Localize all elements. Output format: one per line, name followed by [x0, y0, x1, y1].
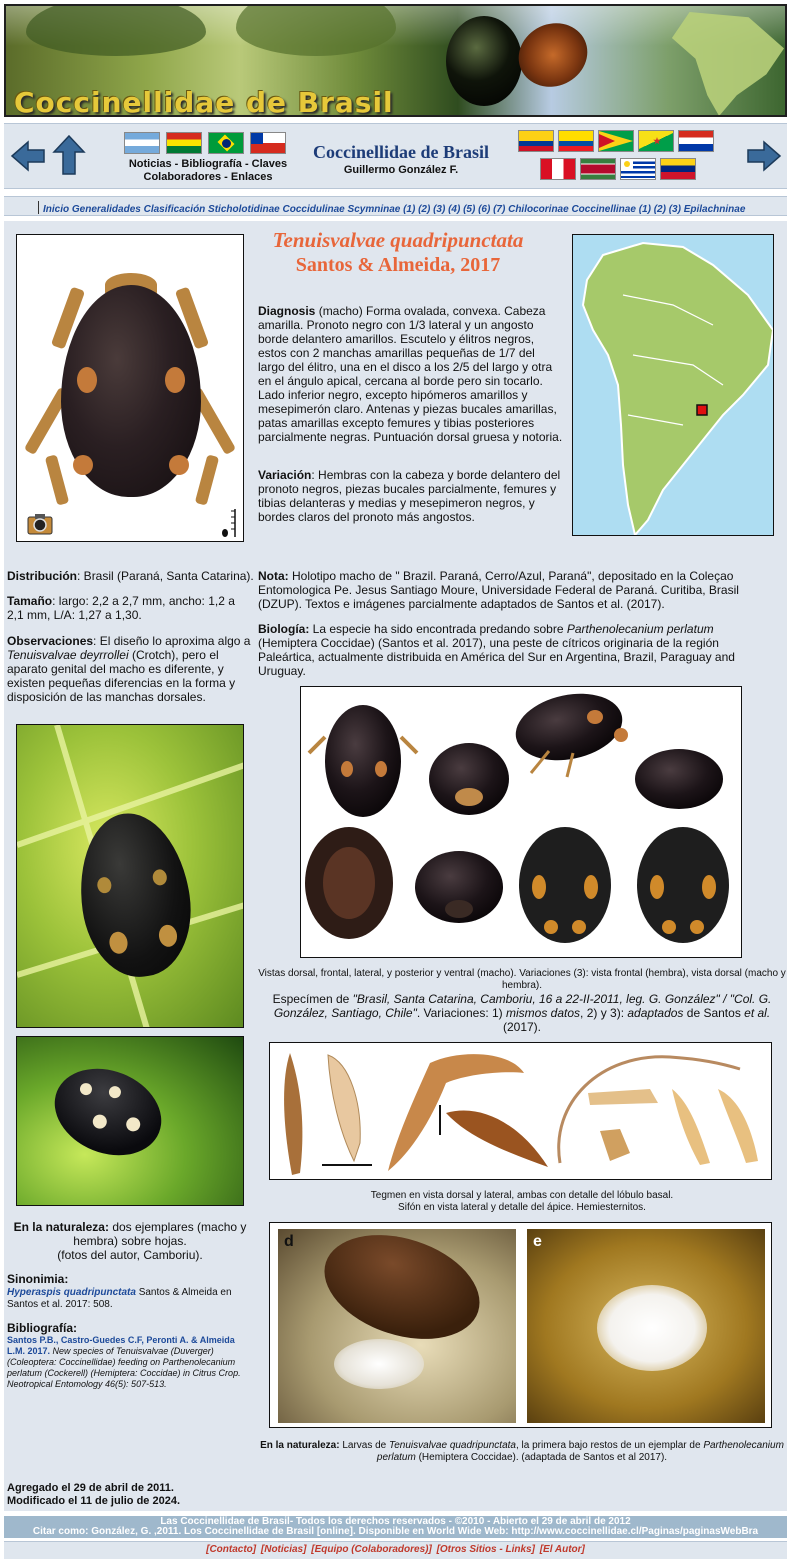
- size-paragraph: [7, 594, 245, 622]
- elytral-spot: [73, 455, 93, 475]
- specimen-views-plate: [301, 687, 743, 959]
- distribution-map: [572, 234, 774, 536]
- banner-beetle-photo: [446, 16, 522, 106]
- larva-photo-d: [278, 1229, 516, 1423]
- elytral-spot: [91, 1113, 109, 1131]
- biology-text: La especie ha sido encontrada predando sobre: [309, 622, 567, 636]
- bibliography-entry: [7, 1335, 247, 1390]
- species-name: Tenuisvalvae quadripunctata: [272, 228, 524, 252]
- observations-paragraph: [7, 634, 251, 704]
- biology-paragraph: [258, 622, 750, 678]
- footer-link-other-sites[interactable]: [Otros Sitios - Links]: [436, 1544, 535, 1555]
- larvae-caption-label: En la naturaleza:: [260, 1440, 340, 1451]
- larvae-caption-prey: Parthenolecanium perlatum: [376, 1440, 784, 1463]
- nature-caption-text: dos ejemplares (macho y hembra) sobre hojas.: [73, 1220, 247, 1248]
- nature-caption-credit: (fotos del autor, Camboriu).: [57, 1248, 203, 1262]
- views-caption-line1: Vistas dorsal, frontal, lateral, y posterior y ventral (macho). Variaciones (3): vista frontal (hembra), vista dorsal (macho y hembra).: [258, 968, 786, 991]
- views-caption-text: de Santos: [683, 1006, 745, 1020]
- footer-copyright: [4, 1516, 787, 1538]
- flag-suriname-icon[interactable]: [580, 158, 616, 180]
- species-author: Santos & Almeida, 2017: [295, 254, 501, 276]
- date-added: Agregado el 29 de abril de 2011.: [7, 1482, 174, 1494]
- elytral-spot: [169, 455, 189, 475]
- flag-venezuela-icon[interactable]: [660, 158, 696, 180]
- flag-paraguay-icon[interactable]: [678, 130, 714, 152]
- footer-line1: Las Coccinellidae de Brasil- Todos los derechos reservados - ©2010 - Abierto el 29 de abril de 2012: [160, 1516, 631, 1527]
- larvae-caption-text: , la primera bajo restos de un ejemplar de: [515, 1440, 704, 1451]
- nature-caption-label: En la naturaleza:: [13, 1220, 109, 1234]
- back-arrow-icon[interactable]: [10, 138, 46, 174]
- up-arrow-icon[interactable]: [52, 134, 86, 176]
- observations-label: Observaciones: [7, 634, 94, 648]
- larvae-caption: [258, 1440, 786, 1464]
- views-caption-text: Especímen de: [272, 992, 353, 1006]
- specimen-views-photo: [300, 686, 742, 958]
- elytral-spot: [77, 367, 97, 393]
- bibliography-authors[interactable]: Santos P.B., Castro-Guedes C.F, Peronti A. & Almeida L.M. 2017.: [7, 1335, 235, 1356]
- biology-text-end: (Hemiptera Coccidae) (Santos et al. 2017), una peste de cítricos originaria de la región Paleártica, actualmente distribuida en América del Sur en Argentina, Brazil, Paraguay and Uruguay.: [258, 636, 735, 678]
- south-america-map-icon: [573, 235, 774, 536]
- species-heading: [258, 228, 538, 277]
- bibliography-block: [7, 1321, 251, 1335]
- beetle-on-leaf: [42, 1053, 175, 1170]
- variation-paragraph: [258, 468, 564, 524]
- synonymy-block: [7, 1272, 251, 1286]
- genitalia-caption-line1: Tegmen en vista dorsal y lateral, ambas con detalle del lóbulo basal.: [370, 1190, 674, 1201]
- footer-link-news[interactable]: [Noticias]: [260, 1544, 307, 1555]
- site-banner[interactable]: [4, 4, 787, 117]
- beetle-leg: [195, 454, 220, 505]
- note-label: Nota:: [258, 569, 289, 583]
- site-author: Guillermo González F.: [343, 164, 459, 176]
- synonymy-label: Sinonimia:: [7, 1272, 69, 1286]
- menu-separator: [38, 201, 39, 214]
- nav-links[interactable]: [118, 158, 298, 184]
- views-caption-adapted: adaptados: [627, 1006, 684, 1020]
- biology-label: Biología:: [258, 622, 310, 636]
- section-menu[interactable]: [4, 196, 787, 216]
- flag-guyana-icon[interactable]: [598, 130, 634, 152]
- nature-photo-2: [16, 1036, 244, 1206]
- footer-link-author[interactable]: [El Autor]: [539, 1544, 585, 1555]
- views-caption-text: , 2) y 3):: [580, 1006, 628, 1020]
- larva-photo-e: [527, 1229, 765, 1423]
- panel-label-d: d: [284, 1233, 294, 1250]
- dates-block: [7, 1482, 251, 1508]
- flag-uruguay-icon[interactable]: [620, 158, 656, 180]
- genitalia-caption: [272, 1190, 772, 1214]
- flag-colombia-icon[interactable]: [518, 130, 554, 152]
- views-caption-locality: "Brasil, Santa Catarina, Camboriu, 16 a 22-II-2011, leg. G. González" / "Col. G. González, Santiago, Chile": [273, 992, 772, 1020]
- footer-link-team[interactable]: [Equipo (Colaboradores)]: [311, 1544, 432, 1555]
- scale-insect-remains: [311, 1229, 493, 1357]
- genitalia-plate: [270, 1043, 773, 1181]
- flag-brazil-icon[interactable]: [208, 132, 244, 154]
- diagnosis-text: (macho) Forma ovalada, convexa. Cabeza amarilla. Pronoto negro con 1/3 lateral y un angosto borde delantero amarillos. Escutelo y élitros negros, estos con 2 manchas amarillas pequeñas de 1/7 del largo del élitro, una en el disco a los 2/5 del largo y otra en el ángulo apical, cercana al borde pero sin tocarlo. Lado inferior negro, excepto hipómeros amarillos y mesepimerón claro. Antenas y piezas bucales amarillas, patas amarillas excepto femures y tibias posteriores parcialmente negras. Puntuación dorsal gruesa y notoria.: [258, 304, 563, 444]
- larva-wax: [334, 1339, 424, 1389]
- footer-line2: Citar como: González, G. ,2011. Los Coccinellidae de Brasil [online]. Disponible en World Wide Web: http://www.coccinellidae.cl/Paginas/paginasWebBra: [32, 1526, 759, 1537]
- biology-prey: Parthenolecanium perlatum: [566, 622, 714, 636]
- elytral-spot: [108, 931, 129, 955]
- elytral-spot: [96, 876, 112, 894]
- nav-links-line2[interactable]: Colaboradores - Enlaces: [143, 171, 273, 183]
- larvae-caption-text: (Hemiptera Coccidae). (adaptada de Santos et al 2017).: [415, 1452, 668, 1463]
- distribution-label: Distribución: [7, 569, 78, 583]
- variation-label: Variación: [258, 468, 312, 482]
- larvae-caption-species: Tenuisvalvae quadripunctata: [389, 1440, 516, 1451]
- synonymy-text: Santos & Almeida en Santos et al. 2017: 508.: [7, 1287, 232, 1310]
- distribution-paragraph: [7, 569, 257, 583]
- footer-links: [4, 1541, 787, 1559]
- banner-foliage: [236, 4, 396, 56]
- beetle-body: [61, 285, 201, 497]
- flag-chile-icon[interactable]: [250, 132, 286, 154]
- bibliography-text: New species of Tenuisvalvae (Duverger) (Coleoptera: Coccinellidae) feeding on Parthenolecanium perlatum (Cockerell) (Hemiptera: Coccidae) in Citrus Crop. Neotropical Entomology 46(5): 507-513.: [7, 1346, 241, 1389]
- synonymy-species[interactable]: Hyperaspis quadripunctata: [7, 1287, 136, 1298]
- camera-icon[interactable]: [27, 513, 53, 535]
- nature-caption: [8, 1220, 252, 1262]
- nav-links-line1[interactable]: Noticias - Bibliografía - Claves: [128, 158, 288, 170]
- larva-wax: [597, 1285, 707, 1371]
- flag-french-guiana-icon[interactable]: [638, 130, 674, 152]
- flag-ecuador-icon[interactable]: [558, 130, 594, 152]
- forward-arrow-icon[interactable]: [746, 138, 782, 174]
- flag-argentina-icon[interactable]: [124, 132, 160, 154]
- menu-links[interactable]: Inicio Generalidades Clasificación Sticholotidinae Coccidulinae Scymninae (1) (2) (3) (4) (5) (6) (7) Chilocorinae Coccinellinae (1) (2) (3) Epilachninae: [43, 204, 746, 215]
- scale-bar-icon: [219, 507, 239, 539]
- beetle-leg: [45, 454, 70, 505]
- elytral-spot: [165, 367, 185, 393]
- note-text: Holotipo macho de " Brazil. Paraná, Cerro/Azul, Paraná", depositado en la Coleçao Entomologica Pe. Jesus Santiago Moure, Universidade Federal de Paraná. Curitiba, Brasil (DZUP). Textos e imágenes parcialmente adaptados de Santos et al. (2017).: [258, 569, 739, 611]
- main-specimen-photo: [16, 234, 244, 542]
- genitalia-caption-line2: Sifón en vista lateral y detalle del ápice. Hemiesternitos.: [398, 1202, 646, 1213]
- views-caption-etal: et al.: [744, 1006, 771, 1020]
- diagnosis-paragraph: [258, 304, 564, 444]
- synonymy-entry: [7, 1287, 247, 1311]
- views-caption-same: mismos datos: [506, 1006, 581, 1020]
- bibliography-label: Bibliografía:: [7, 1321, 78, 1335]
- flag-bolivia-icon[interactable]: [166, 132, 202, 154]
- footer-link-contact[interactable]: [Contacto]: [206, 1544, 257, 1555]
- diagnosis-label: Diagnosis: [258, 304, 316, 318]
- views-caption-text: (2017).: [502, 1020, 542, 1034]
- size-label: Tamaño: [7, 594, 53, 608]
- views-caption: [258, 992, 786, 1034]
- elytral-spot: [158, 924, 179, 948]
- note-paragraph: [258, 569, 750, 611]
- elytral-spot: [107, 1084, 123, 1100]
- views-caption-text: . Variaciones: 1): [416, 1006, 506, 1020]
- date-modified: Modificado el 11 de julio de 2024.: [7, 1495, 180, 1507]
- banner-title: Coccinellidae de Brasil: [14, 86, 394, 117]
- elytral-spot: [152, 868, 168, 886]
- elytral-spot: [78, 1081, 94, 1097]
- observations-species: Tenuisvalvae deyrrollei: [7, 648, 129, 662]
- nav-bar: [4, 123, 787, 189]
- observations-text-end: (Crotch), pero el aparato genital del macho es diferente, y existen pequeñas diferencias en la forma y disposición de las manchas dorsales.: [7, 648, 236, 704]
- elytral-spot: [124, 1115, 142, 1133]
- flag-peru-icon[interactable]: [540, 158, 576, 180]
- larvae-photo: [269, 1222, 772, 1428]
- distribution-text: : Brasil (Paraná, Santa Catarina).: [77, 569, 254, 583]
- panel-label-e: e: [533, 1233, 542, 1250]
- larvae-caption-text: Larvas de: [339, 1440, 390, 1451]
- site-title: Coccinellidae de Brasil: [313, 142, 489, 162]
- variation-text: : Hembras con la cabeza y borde delantero del pronoto negros, piezas bucales parcialmente, femures y tibias delanteras y medias y mesepimeron negros, y bordes claros del pronoto más angostos.: [258, 468, 561, 524]
- genitalia-photo: [269, 1042, 772, 1180]
- size-text: : largo: 2,2 a 2,7 mm, ancho: 1,2 a 2,1 mm, L/A: 1,27 a 1,30.: [7, 594, 235, 622]
- nature-photo-1: [16, 724, 244, 1028]
- observations-text: : El diseño lo aproxima algo a: [93, 634, 251, 648]
- banner-foliage: [26, 4, 206, 56]
